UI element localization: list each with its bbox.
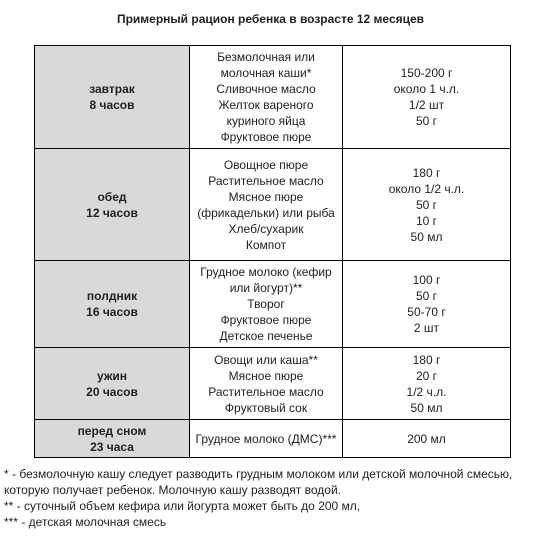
amount: 1/2 шт [408, 98, 445, 112]
food-item: куриного яйца [226, 114, 306, 128]
meal-name: полдник [86, 289, 138, 303]
footnote: *** - детская молочная смесь [4, 515, 167, 529]
table-row-bedtime [35, 420, 511, 458]
items-cell [190, 420, 343, 458]
amount: 1/2 ч.л. [406, 384, 447, 399]
meal-time: 20 часов [86, 384, 138, 399]
amount: 180 г [412, 165, 441, 180]
meal-name: ужин [97, 368, 127, 383]
food-item: Растительное масло [208, 384, 324, 399]
food-item: Компот [245, 237, 287, 252]
amount: 50 мл [410, 229, 443, 244]
meal-time: 23 часа [90, 439, 134, 454]
amounts-cell [343, 46, 511, 149]
food-item: Мясное пюре [228, 368, 304, 383]
food-item: Желток вареного [218, 98, 314, 112]
food-item: Растительное масло [208, 173, 324, 188]
meal-cell [35, 348, 190, 420]
items-cell [190, 261, 343, 348]
amount: 180 г [412, 352, 441, 367]
meal-name: обед [97, 189, 127, 204]
table-row-breakfast [35, 46, 511, 149]
food-item: Овощи или каша** [214, 352, 318, 367]
amount: 50 г [415, 289, 438, 303]
food-item: Безмолочная или [217, 50, 315, 64]
amounts-cell [343, 420, 511, 458]
table-row-lunch [35, 149, 511, 261]
food-item: Грудное молоко (ДМС)*** [195, 431, 337, 446]
meal-cell [35, 149, 190, 261]
table-row-snack [35, 261, 511, 348]
food-item: Фруктовое пюре [220, 130, 312, 144]
amounts-cell [343, 261, 511, 348]
amount: около 1/2 ч.л. [388, 181, 465, 196]
table-row-dinner [35, 348, 511, 420]
food-item: (фрикадельки) или рыба [197, 205, 335, 220]
amount: 50 г [415, 114, 438, 128]
food-item: Овощное пюре [223, 157, 309, 172]
amount: 200 мл [407, 431, 446, 446]
page-title: Примерный рацион ребенка в возрасте 12 месяцев [116, 12, 425, 26]
amount: 20 г [415, 368, 438, 383]
amount: 2 шт [413, 321, 440, 335]
amounts-cell [343, 348, 511, 420]
food-item: Фруктовое пюре [220, 313, 312, 327]
food-item: или йогурт)** [229, 281, 303, 295]
items-cell [190, 46, 343, 149]
meal-time: 8 часов [89, 98, 135, 112]
food-item: Сливочное масло [216, 82, 316, 96]
footnotes [4, 466, 539, 530]
meal-cell [35, 46, 190, 149]
food-item: Творог [247, 297, 285, 311]
footnote: * - безмолочную кашу следует разводить грудным молоком или детской молочной смесью, [4, 467, 513, 481]
items-cell [190, 348, 343, 420]
amount: 50-70 г [407, 305, 446, 319]
food-item: молочная каши* [220, 66, 312, 80]
food-item: Фруктовый сок [224, 400, 308, 415]
food-item: Мясное пюре [228, 189, 304, 204]
amount: 50 мл [410, 400, 443, 415]
meal-time: 12 часов [86, 205, 138, 220]
meal-name: перед сном [77, 423, 147, 438]
amount: 150-200 г [400, 66, 453, 80]
food-item: Хлеб/сухарик [228, 221, 304, 236]
meal-cell [35, 261, 190, 348]
food-item: Грудное молоко (кефир [200, 265, 332, 279]
meal-time: 16 часов [86, 305, 138, 319]
amount: 10 г [415, 213, 438, 228]
amount: 100 г [412, 273, 441, 287]
amounts-cell [343, 149, 511, 261]
diet-table [34, 45, 511, 458]
footnote: которую получает ребенок. Молочную кашу разводят водой. [4, 483, 341, 497]
meal-name: завтрак [89, 82, 135, 96]
meal-cell [35, 420, 190, 458]
footnote: ** - суточный объем кефира или йогурта может быть до 200 мл, [4, 499, 361, 513]
amount: 50 г [415, 197, 438, 212]
food-item: Детское печенье [219, 329, 313, 343]
items-cell [190, 149, 343, 261]
amount: около 1 ч.л. [393, 82, 460, 96]
